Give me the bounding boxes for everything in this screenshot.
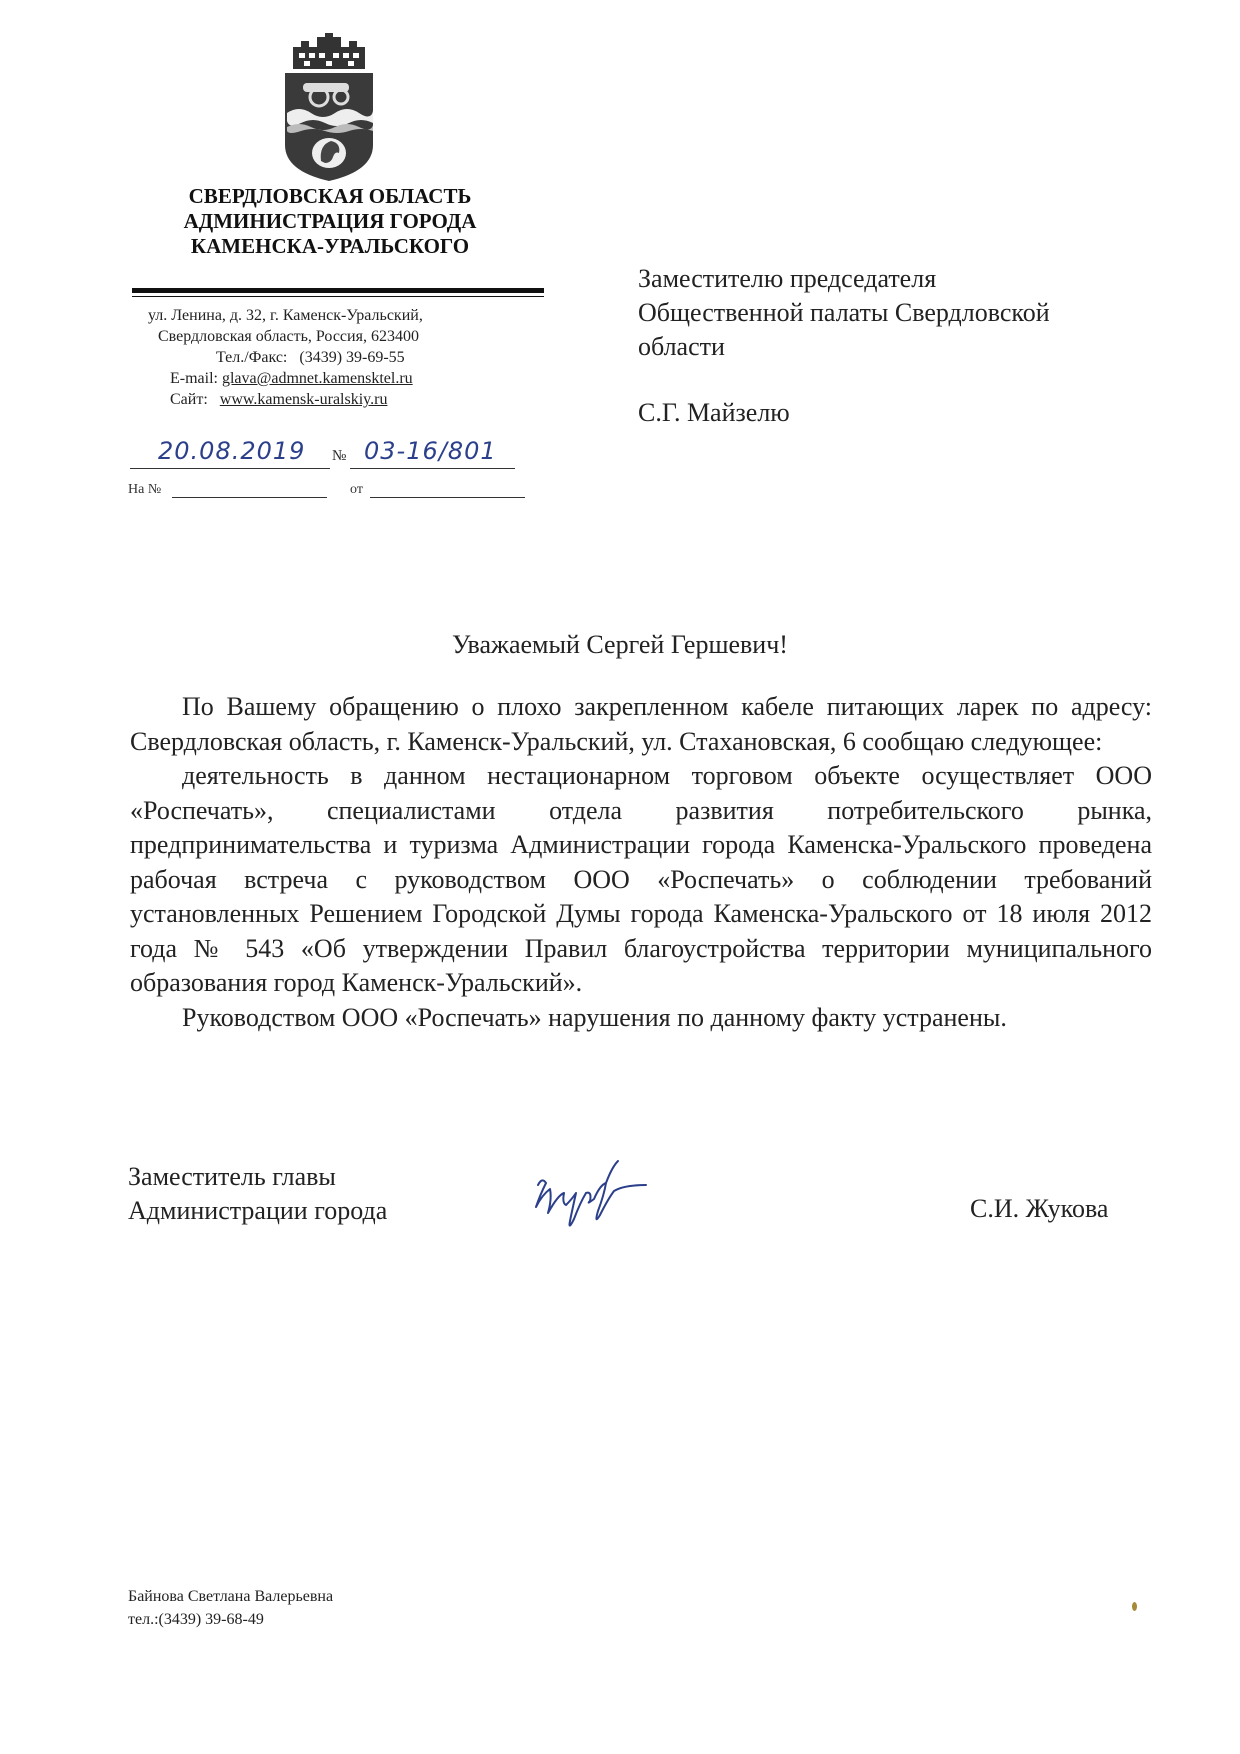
registration-date: 20.08.2019 <box>158 437 306 465</box>
registration-line <box>128 437 528 470</box>
email-row <box>120 368 550 389</box>
website-row <box>120 389 550 410</box>
reference-number-label: На № <box>128 482 162 497</box>
org-line-city: КАМЕНСКА-УРАЛЬСКОГО <box>190 234 470 258</box>
addressee-name: С.Г. Майзелю <box>638 398 790 427</box>
address-line-1: ул. Ленина, д. 32, г. Каменск-Уральский, <box>148 307 423 324</box>
org-line-region: СВЕРДЛОВСКАЯ ОБЛАСТЬ <box>188 184 472 208</box>
body-paragraph: По Вашему обращению о плохо закрепленном кабеле питающих ларек по адресу: Свердловская область, г. Каменск-Уральский, ул. Стахановская, 6 сообщаю следующее: <box>130 692 1152 756</box>
signatory-name: С.И. Жукова <box>970 1194 1109 1223</box>
number-sign: № <box>332 448 347 464</box>
number-underline <box>350 468 515 469</box>
letterhead-contacts <box>120 305 550 410</box>
organization-name <box>120 184 540 259</box>
reference-date-blank <box>370 497 525 498</box>
phone-row <box>120 347 550 368</box>
phone-label: Тел./Факс: <box>216 349 288 366</box>
executor-phone: тел.:(3439) 39-68-49 <box>128 1611 264 1628</box>
executor-block <box>128 1585 333 1631</box>
coat-of-arms-icon <box>279 33 379 181</box>
reference-line <box>128 482 548 502</box>
body-paragraph: Руководством ООО «Роспечать» нарушения по данному факту устранены. <box>182 1002 1007 1032</box>
email-label: E-mail: <box>170 370 218 387</box>
website-link[interactable]: www.kamensk-uralskiy.ru <box>219 391 388 408</box>
signatory-position-line-1: Заместитель главы <box>128 1162 336 1191</box>
scan-speck <box>1132 1602 1137 1611</box>
executor-name: Байнова Светлана Валерьевна <box>128 1588 334 1605</box>
salutation: Уважаемый Сергей Гершевич! <box>452 630 788 659</box>
reference-date-label: от <box>350 482 363 497</box>
reference-number-blank <box>172 497 327 498</box>
signatory-position <box>128 1160 387 1228</box>
letter-body <box>130 690 1152 1035</box>
signatory-position-line-2: Администрации города <box>128 1196 388 1225</box>
email-link[interactable]: glava@admnet.kamensktel.ru <box>221 370 413 387</box>
addressee-block <box>638 262 1158 430</box>
letterhead-divider-thick <box>132 288 544 293</box>
website-label: Сайт: <box>170 391 208 408</box>
addressee-line-3: области <box>638 332 725 361</box>
addressee-line-2: Общественной палаты Свердловской <box>638 298 1050 327</box>
phone-value: (3439) 39-69-55 <box>299 349 405 366</box>
registration-number: 03-16/801 <box>364 437 497 465</box>
letterhead-divider-thin <box>132 296 544 297</box>
handwritten-signature-icon <box>528 1155 678 1235</box>
body-paragraph: деятельность в данном нестационарном торговом объекте осуществляет ООО «Роспечать», специалистами отдела развития потребительского рынка, предпринимательства и туризма Администрации города Каменска-Уральского проведена рабочая встреча с руководством ООО «Роспечать» о соблюдении требований установленных Решением Городской Думы города Каменска-Уральского от 18 июля 2012 года № 543 «Об утверждении Правил благоустройства территории муниципального образования город Каменск-Уральский». <box>130 761 1152 997</box>
org-line-administration: АДМИНИСТРАЦИЯ ГОРОДА <box>183 209 477 233</box>
date-underline <box>130 468 330 469</box>
addressee-line-1: Заместителю председателя <box>638 264 937 293</box>
address-line-2: Свердловская область, Россия, 623400 <box>158 328 419 345</box>
